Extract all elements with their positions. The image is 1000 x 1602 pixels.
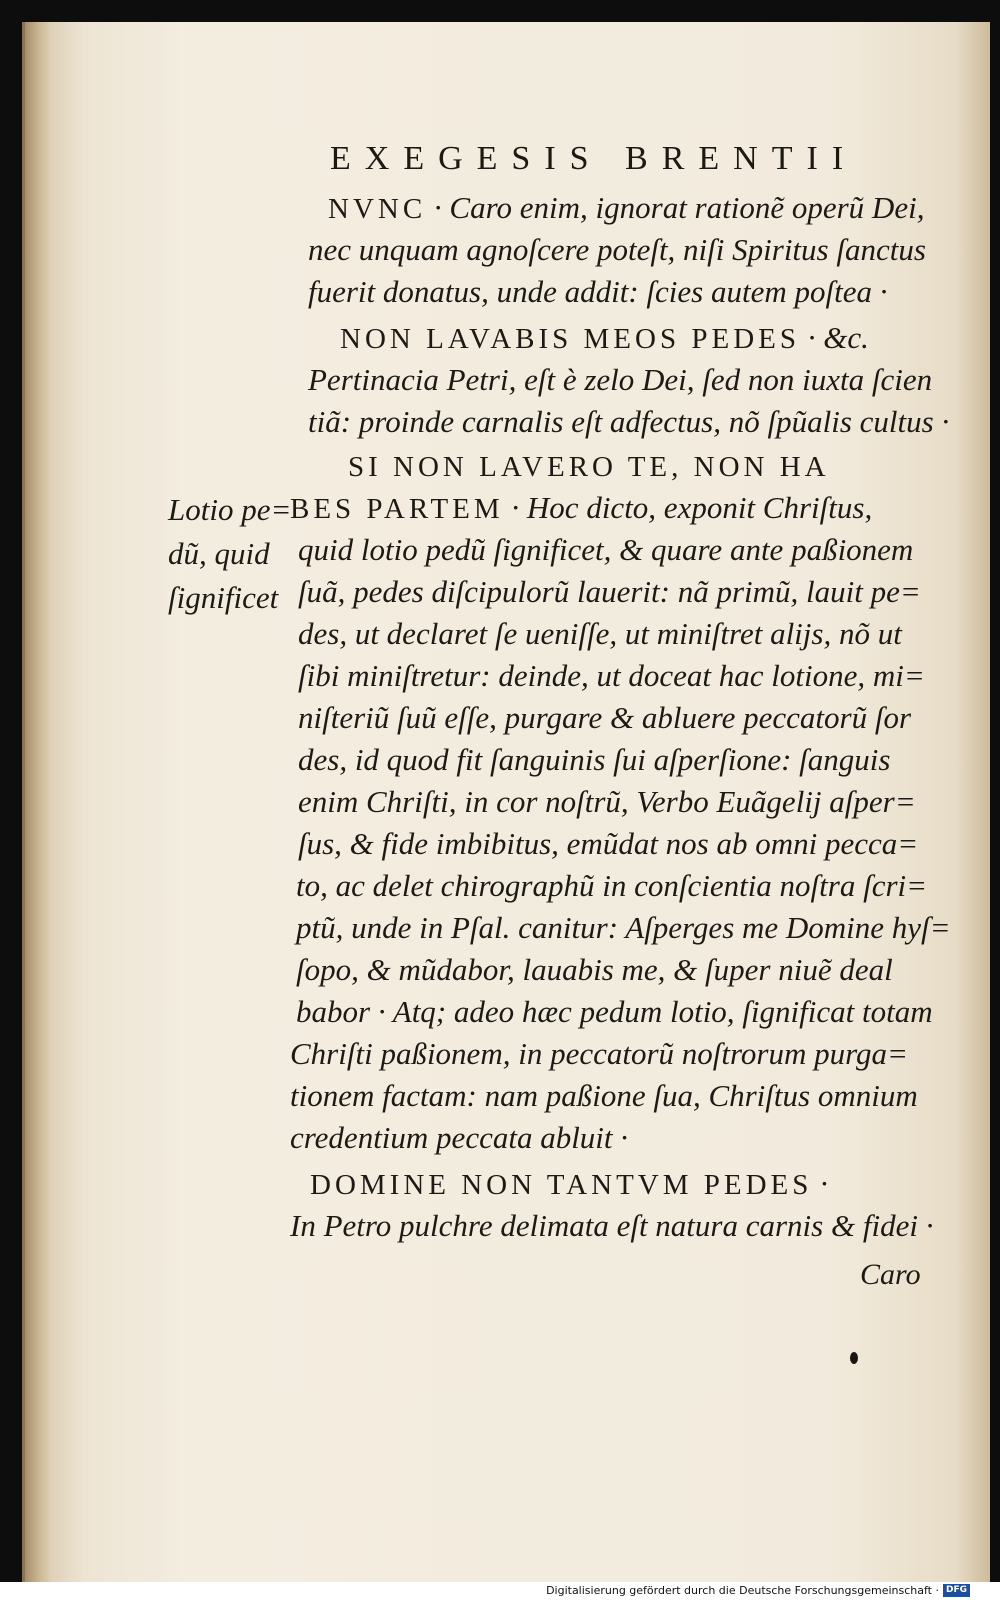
margin-note-line-2: dũ, quid	[168, 536, 270, 571]
text-line	[308, 230, 926, 270]
italic-text: ·	[812, 1166, 828, 1201]
italic-text: Pertinacia Petri, eſt è zelo Dei, ſed non iuxta ſcien	[308, 362, 933, 397]
small-caps-lemma: SI NON LAVERO TE, NON HA	[348, 451, 830, 483]
italic-text: des, id quod fit ſanguinis ſui aſperſione: ſanguis	[298, 742, 891, 777]
small-caps-lemma: NVNC	[328, 193, 427, 225]
text-line	[308, 402, 949, 442]
italic-text: credentium peccata abluit ·	[290, 1120, 629, 1155]
text-line	[296, 992, 933, 1032]
italic-text: tiã: proinde carnalis eſt adfectus, nõ ſpũalis cultus ·	[308, 404, 950, 439]
text-line	[308, 272, 887, 312]
text-line	[290, 1118, 628, 1158]
text-line	[290, 488, 872, 529]
text-line	[310, 1164, 828, 1205]
italic-text: nec unquam agnoſcere poteſt, niſi Spiritus ſanctus	[308, 232, 926, 267]
text-line	[348, 446, 830, 487]
small-caps-lemma: DOMINE NON TANTVM PEDES	[310, 1169, 813, 1201]
italic-text: quid lotio pedũ ſignificet, & quare ante paßionem	[298, 532, 914, 567]
credit-text: Digitalisierung gefördert durch die Deutsche Forschungsgemeinschaft ·	[546, 1584, 939, 1597]
italic-text: ſus, & fide imbibitus, emũdat nos ab omni pecca=	[298, 826, 919, 861]
digitization-credit	[546, 1584, 970, 1597]
italic-text: Chriſti paßionem, in peccatorũ noſtrorum purga=	[290, 1036, 908, 1071]
italic-text: babor · Atq; adeo hæc pedum lotio, ſignificat totam	[296, 994, 933, 1029]
margin-note-line-1: Lotio pe=	[168, 492, 292, 527]
text-line	[298, 572, 921, 612]
italic-text: ſuã, pedes diſcipulorũ lauerit: nã primũ, lauit pe=	[298, 574, 921, 609]
text-line	[298, 824, 918, 864]
page-gutter	[25, 22, 51, 1582]
text-line	[328, 188, 924, 229]
italic-text: In Petro pulchre delimata eſt natura carnis & fidei ·	[290, 1208, 934, 1243]
italic-text: ſibi miniſtretur: deinde, ut doceat hac lotione, mi=	[298, 658, 925, 693]
text-line	[298, 698, 911, 738]
italic-text: to, ac delet chirographũ in conſcientia noſtra ſcri=	[296, 868, 928, 903]
margin-note-line-3: ſignificet	[168, 580, 279, 615]
italic-text: ſopo, & mũdabor, lauabis me, & ſuper niuẽ deal	[296, 952, 893, 987]
italic-text: enim Chriſti, in cor noſtrũ, Verbo Euãgelij aſper=	[298, 784, 916, 819]
italic-text: fuerit donatus, unde addit: ſcies autem poſtea ·	[308, 274, 888, 309]
text-line	[296, 866, 927, 906]
ink-blot	[850, 1352, 858, 1364]
margin-note	[168, 488, 298, 620]
italic-text: niſteriũ ſuũ eſſe, purgare & abluere peccatorũ ſor	[298, 700, 912, 735]
text-line	[298, 782, 916, 822]
text-line	[296, 950, 893, 990]
text-line	[296, 908, 951, 948]
text-line	[298, 530, 913, 570]
catchword: Caro	[860, 1258, 921, 1291]
text-line	[290, 1034, 908, 1074]
text-line	[298, 614, 902, 654]
dfg-logo: DFG	[943, 1584, 970, 1597]
text-line	[290, 1206, 933, 1246]
text-line	[308, 360, 932, 400]
text-line	[298, 656, 925, 696]
italic-text: tionem factam: nam paßione ſua, Chriſtus omnium	[290, 1078, 918, 1113]
text-line	[290, 1076, 918, 1116]
italic-text: · Caro enim, ignorat rationẽ operũ Dei,	[426, 190, 925, 225]
italic-text: des, ut declaret ſe ueniſſe, ut miniſtret alijs, nõ ut	[298, 616, 902, 651]
small-caps-lemma: NON LAVABIS MEOS PEDES	[340, 323, 800, 355]
running-header: EXEGESIS BRENTII	[330, 140, 858, 177]
text-line	[340, 318, 869, 359]
italic-text: ptũ, unde in Pſal. canitur: Aſperges me Domine hyſ=	[296, 910, 951, 945]
small-caps-lemma: BES PARTEM	[290, 493, 504, 525]
italic-text: · Hoc dicto, exponit Chriſtus,	[503, 490, 873, 525]
italic-text: · &c.	[799, 320, 869, 355]
text-line	[298, 740, 890, 780]
